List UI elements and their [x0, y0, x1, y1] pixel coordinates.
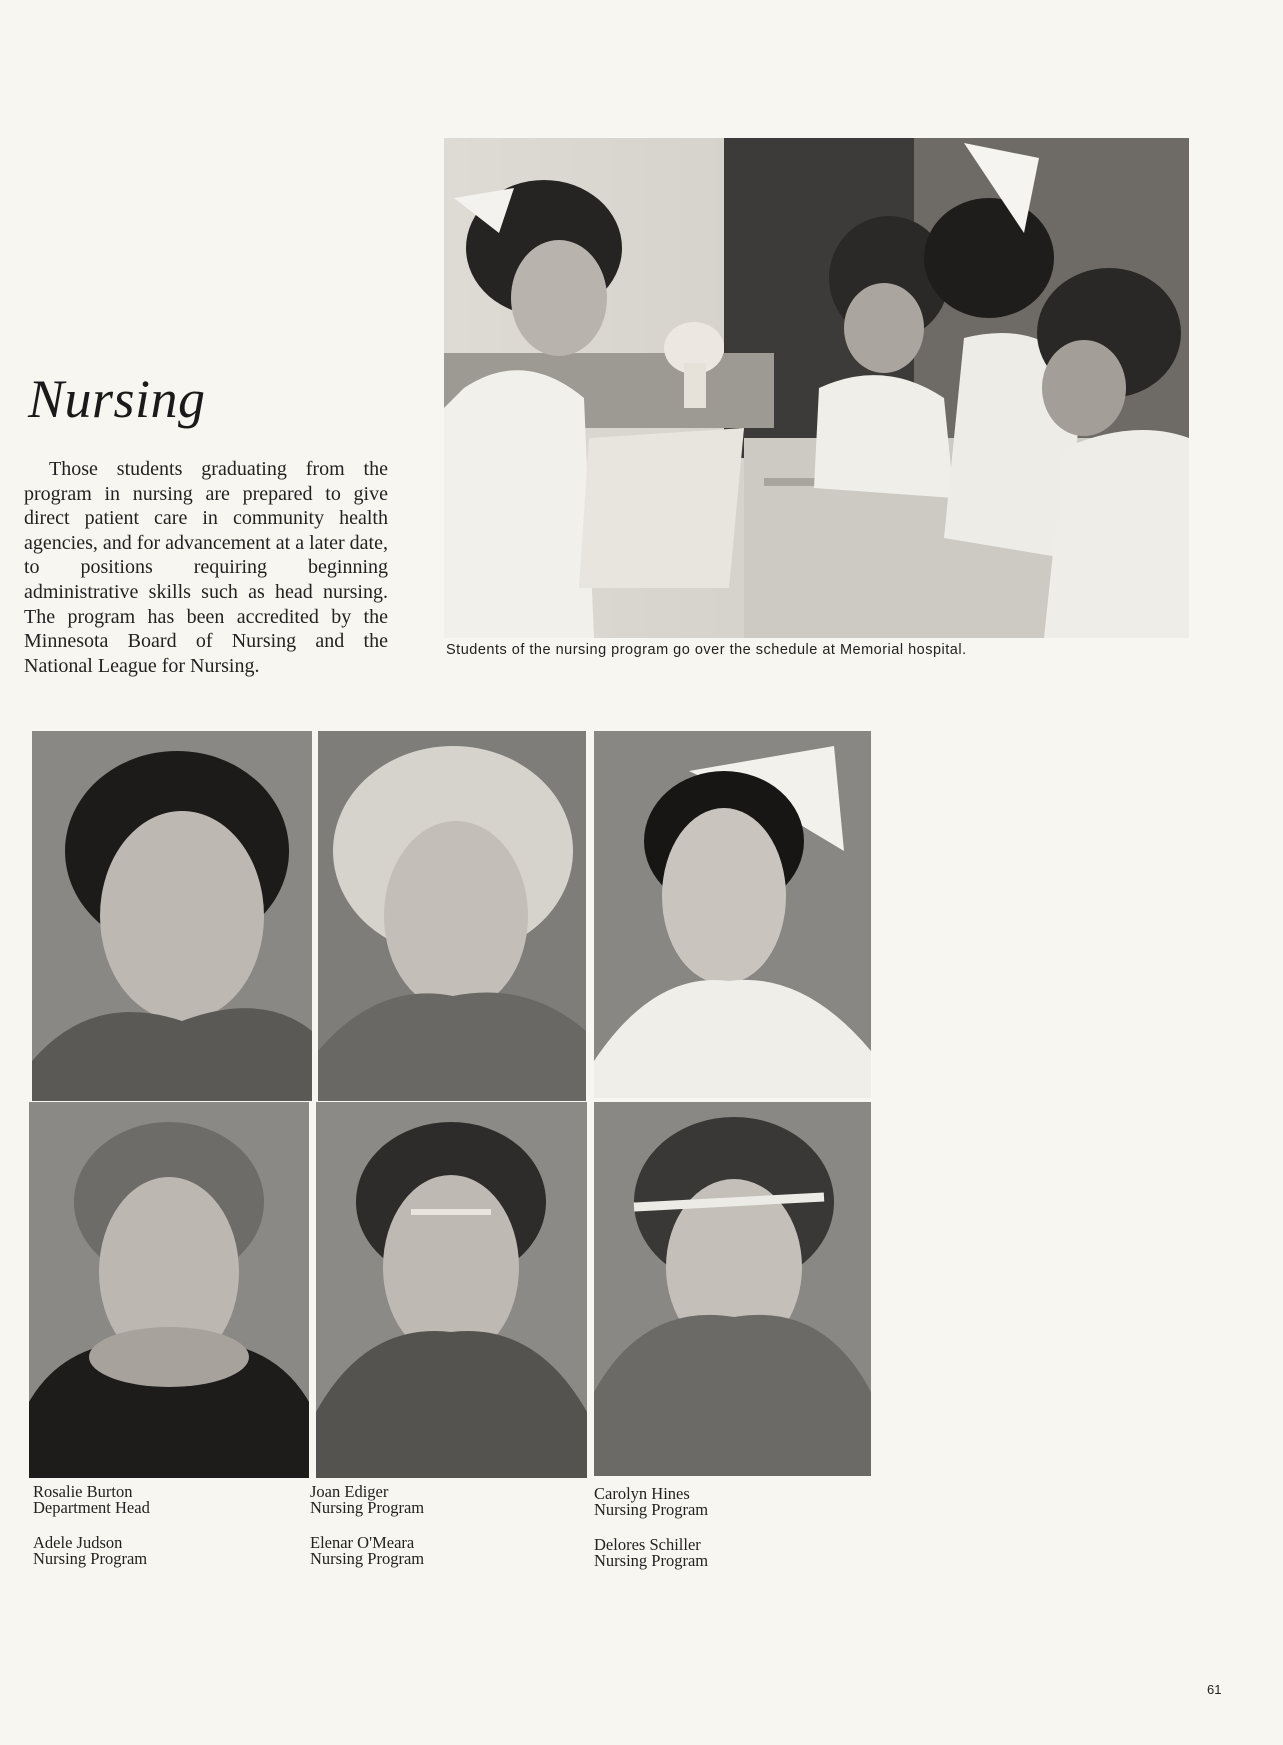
portrait-rosalie-burton	[32, 731, 312, 1101]
staff-entry	[594, 1537, 844, 1569]
staff-role: Nursing Program	[310, 1498, 425, 1517]
page-number: 61	[1207, 1682, 1222, 1697]
staff-name: Delores Schiller	[594, 1535, 701, 1554]
staff-entry	[594, 1486, 844, 1518]
section-intro: Those students graduating from the program in nursing are prepared to give direct patient care in community health agencies, and for advancement at a later date, to positions requiring beginning administrative skills such as head nursing. The program has been accredited by the Minnesota Board of Nursing and the National League for Nursing.	[24, 458, 388, 677]
staff-name: Elenar O'Meara	[310, 1533, 415, 1552]
staff-name: Adele Judson	[33, 1533, 123, 1552]
portrait-carolyn-hines	[594, 731, 871, 1098]
staff-name: Rosalie Burton	[33, 1482, 133, 1501]
staff-name: Joan Ediger	[310, 1482, 389, 1501]
staff-role: Nursing Program	[594, 1551, 709, 1570]
photo-caption: Students of the nursing program go over the schedule at Memorial hospital.	[446, 642, 967, 658]
portrait-joan-ediger	[318, 731, 586, 1101]
staff-entry	[33, 1535, 283, 1567]
staff-name: Carolyn Hines	[594, 1484, 690, 1503]
section-title: Nursing	[28, 369, 206, 430]
staff-role: Nursing Program	[594, 1500, 709, 1519]
staff-entry	[310, 1484, 560, 1516]
portrait-adele-judson	[29, 1102, 309, 1478]
portrait-delores-schiller	[594, 1102, 871, 1476]
portrait-elenar-omeara	[316, 1102, 587, 1478]
staff-role: Nursing Program	[310, 1549, 425, 1568]
staff-entry	[310, 1535, 560, 1567]
staff-role: Department Head	[33, 1498, 150, 1517]
staff-role: Nursing Program	[33, 1549, 148, 1568]
students-group-photo	[444, 138, 1189, 638]
staff-entry	[33, 1484, 283, 1516]
